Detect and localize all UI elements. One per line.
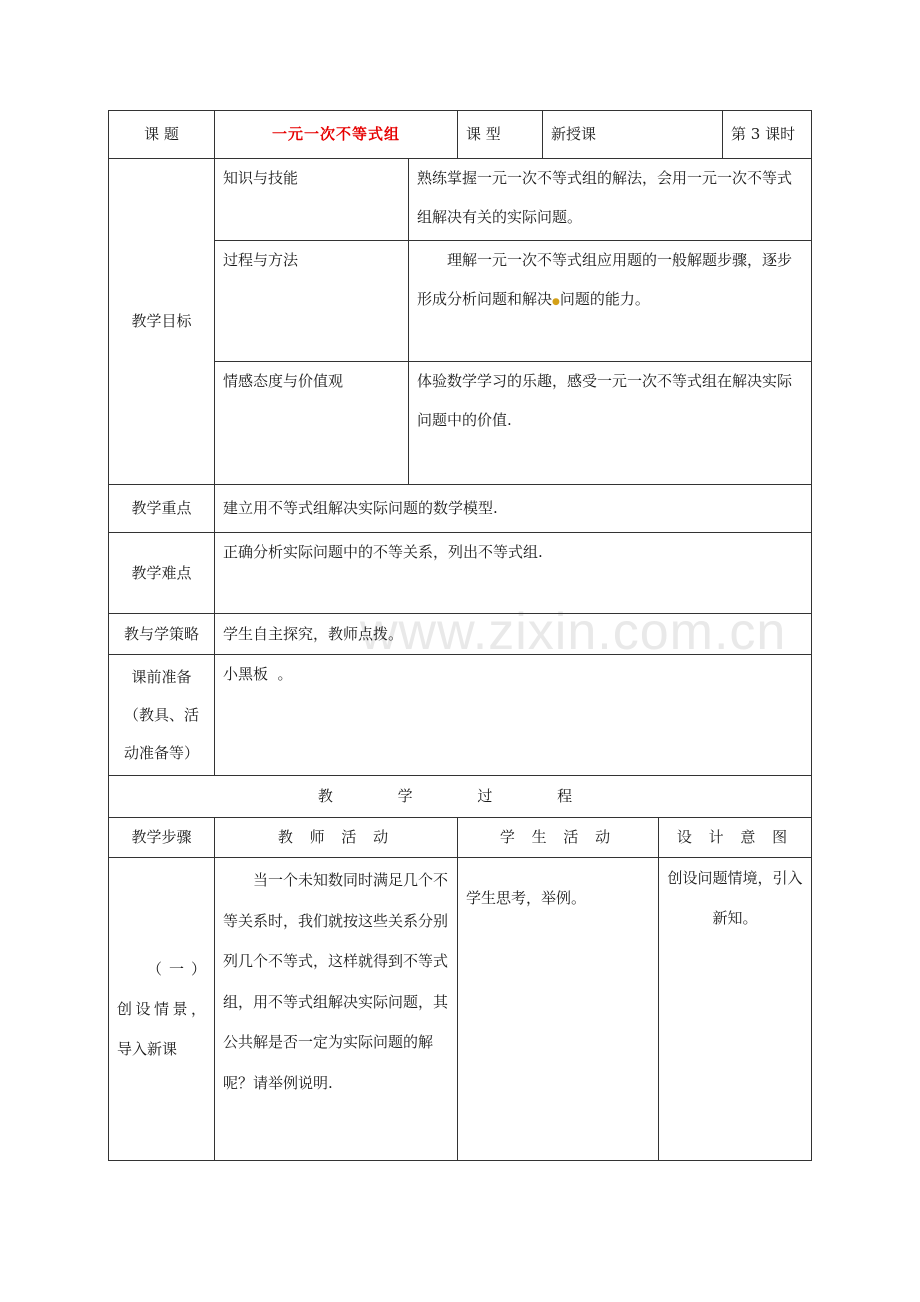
difficulty-row	[109, 533, 812, 614]
column-student: 学 生 活 动	[458, 818, 659, 858]
lesson-plan-table	[108, 110, 812, 1161]
strategy-row	[109, 614, 812, 655]
key-point-text: 建立用不等式组解决实际问题的数学模型.	[215, 485, 812, 533]
strategy-label: 教与学策略	[109, 614, 215, 655]
process-row	[109, 858, 812, 1161]
step-cell: （一）创设情景，导入新课	[109, 858, 215, 1161]
column-intent: 设 计 意 图	[659, 818, 812, 858]
objective-row-process	[109, 241, 812, 362]
watermark: www.zixin.com.cn	[360, 603, 787, 661]
objective-row-knowledge	[109, 159, 812, 241]
teacher-activity: 当一个未知数同时满足几个不等关系时，我们就按这些关系分别列几个不等式，这样就得到不等式组，用不等式组解决实际问题，其公共解是否一定为实际问题的解呢？请举例说明.	[215, 858, 458, 1161]
objective-text-process: 理解一元一次不等式组应用题的一般解题步骤，逐步形成分析问题和解决●问题的能力。	[409, 241, 812, 362]
objective-text-knowledge: 熟练掌握一元一次不等式组的解法，会用一元一次不等式组解决有关的实际问题。	[409, 159, 812, 241]
preparation-text: 小黑板 。	[215, 655, 812, 776]
objective-name-process: 过程与方法	[215, 241, 409, 362]
difficulty-text: 正确分析实际问题中的不等关系，列出不等式组.	[215, 533, 812, 614]
period: 第 3 课时	[723, 111, 812, 159]
topic-label: 课 题	[109, 111, 215, 159]
objective-name-attitude: 情感态度与价值观	[215, 362, 409, 485]
objectives-label: 教学目标	[109, 159, 215, 485]
type-label: 课 型	[458, 111, 543, 159]
header-row	[109, 111, 812, 159]
process-heading: 教 学 过 程	[109, 776, 812, 818]
key-point-row	[109, 485, 812, 533]
objective-name-knowledge: 知识与技能	[215, 159, 409, 241]
mark-dot: ●	[552, 297, 560, 307]
type-value: 新授课	[543, 111, 723, 159]
design-intent: 创设问题情境，引入新知。	[659, 858, 812, 1161]
student-activity: 学生思考，举例。	[458, 858, 659, 1161]
process-columns-row	[109, 818, 812, 858]
objective-text-attitude: 体验数学学习的乐趣，感受一元一次不等式组在解决实际问题中的价值.	[409, 362, 812, 485]
process-heading-row	[109, 776, 812, 818]
lesson-title: 一元一次不等式组	[215, 111, 458, 159]
column-teacher: 教 师 活 动	[215, 818, 458, 858]
difficulty-label: 教学难点	[109, 533, 215, 614]
column-step: 教学步骤	[109, 818, 215, 858]
preparation-row	[109, 655, 812, 776]
key-point-label: 教学重点	[109, 485, 215, 533]
strategy-text: 学生自主探究，教师点拨。	[215, 614, 812, 655]
preparation-label: 课前准备 （教具、活 动准备等）	[109, 655, 215, 776]
objective-row-attitude	[109, 362, 812, 485]
